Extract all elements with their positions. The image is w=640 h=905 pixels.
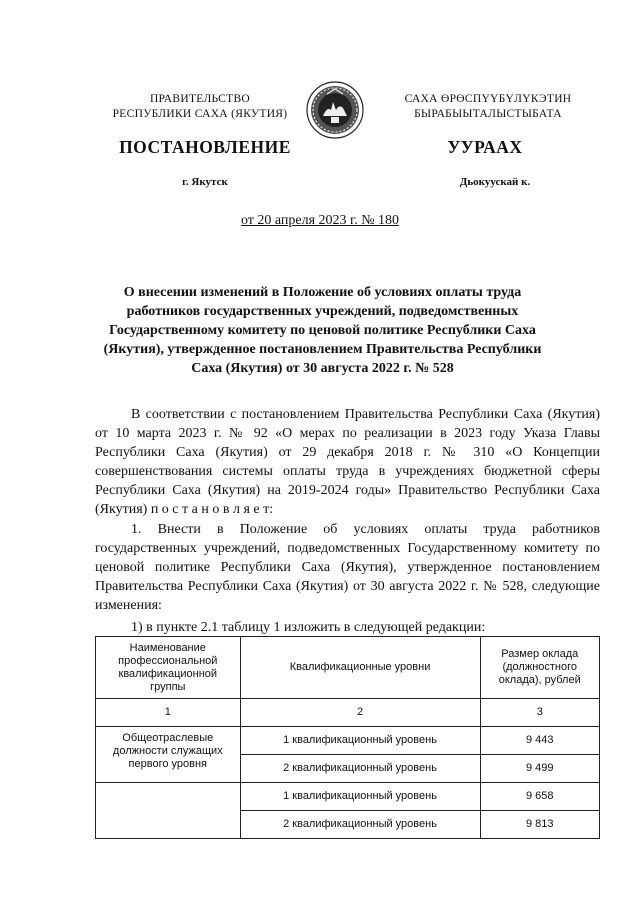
salary-cell: 9 443	[480, 727, 600, 755]
column-number: 2	[240, 699, 480, 727]
issuer-sakha	[388, 92, 588, 122]
doc-type-sakha: УУРААХ	[447, 137, 523, 157]
document-number	[0, 213, 640, 229]
coat-of-arms-emblem-icon	[305, 80, 365, 140]
table-number-row	[96, 699, 600, 727]
document-subject: О внесении изменений в Положение об условиях оплаты труда работников государственных учреждений, подведомственных Государственному комитету по ценовой политике Республики Саха (Якутия), утвержденное постановлением Правительства Республики Саха (Якутия) от 30 августа 2022 г. № 528	[103, 285, 542, 376]
column-number: 1	[96, 699, 241, 727]
level-cell: 1 квалификационный уровень	[240, 783, 480, 811]
paragraph-item-1: 1. Внести в Положение об условиях оплаты труда работников государственных учреждений, подведомственных Государственному комитету по ценовой политике Республики Саха (Якутия), утвержденное постановлением Правительства Республики Саха (Якутия) от 30 августа 2022 г. № 528, следующие изменения:	[95, 522, 600, 613]
header-cell-salary: Размер оклада (должностного оклада), рублей	[480, 637, 600, 699]
issuer-ru-line2: РЕСПУБЛИКИ САХА (ЯКУТИЯ)	[112, 108, 288, 120]
level-cell: 2 квалификационный уровень	[240, 755, 480, 783]
group-name-cell-empty	[96, 783, 241, 839]
document-number-text: от 20 апреля 2023 г. № 180	[240, 213, 400, 228]
column-number: 3	[480, 699, 600, 727]
header-cell-group: Наименование профессиональной квалификационной группы	[96, 637, 241, 699]
table-header-row	[96, 637, 600, 699]
issuer-sakha-line2: БЫРАБЫЫТАЛЫСТЫБАТА	[414, 108, 562, 120]
city-ru: г. Якутск	[182, 176, 228, 188]
header-cell-levels: Квалификационные уровни	[240, 637, 480, 699]
salary-table	[95, 636, 600, 839]
table-row	[96, 783, 600, 811]
issuer-ru	[100, 92, 300, 122]
group-name-cell: Общеотраслевые должности служащих первого уровня	[96, 727, 241, 783]
level-cell: 2 квалификационный уровень	[240, 811, 480, 839]
doc-type-ru: ПОСТАНОВЛЕНИЕ	[119, 137, 291, 157]
salary-cell: 9 499	[480, 755, 600, 783]
salary-cell: 9 658	[480, 783, 600, 811]
issuer-sakha-line1: САХА ӨРӨСПҮҮБҮЛҮКЭТИН	[404, 93, 572, 105]
level-cell: 1 квалификационный уровень	[240, 727, 480, 755]
city-sakha: Дьокуускай к.	[459, 176, 531, 188]
paragraph-preamble: В соответствии с постановлением Правительства Республики Саха (Якутия) от 10 марта 2023 г. № 92 «О мерах по реализации в 2023 году Указа Главы Республики Саха (Якутия) от 29 декабря 2018 г. № 310 «О Концепции совершенствования системы оплаты труда в учреждениях бюджетной сферы Республики Саха (Якутия) на 2019-2024 годы» Правительство Республики Саха (Якутия) п о с т а н о в л я е т:	[95, 407, 600, 517]
table-row	[96, 727, 600, 755]
paragraph-subitem-1: 1) в пункте 2.1 таблицу 1 изложить в следующей редакции:	[131, 620, 486, 635]
issuer-ru-line1: ПРАВИТЕЛЬСТВО	[149, 93, 251, 105]
salary-cell: 9 813	[480, 811, 600, 839]
